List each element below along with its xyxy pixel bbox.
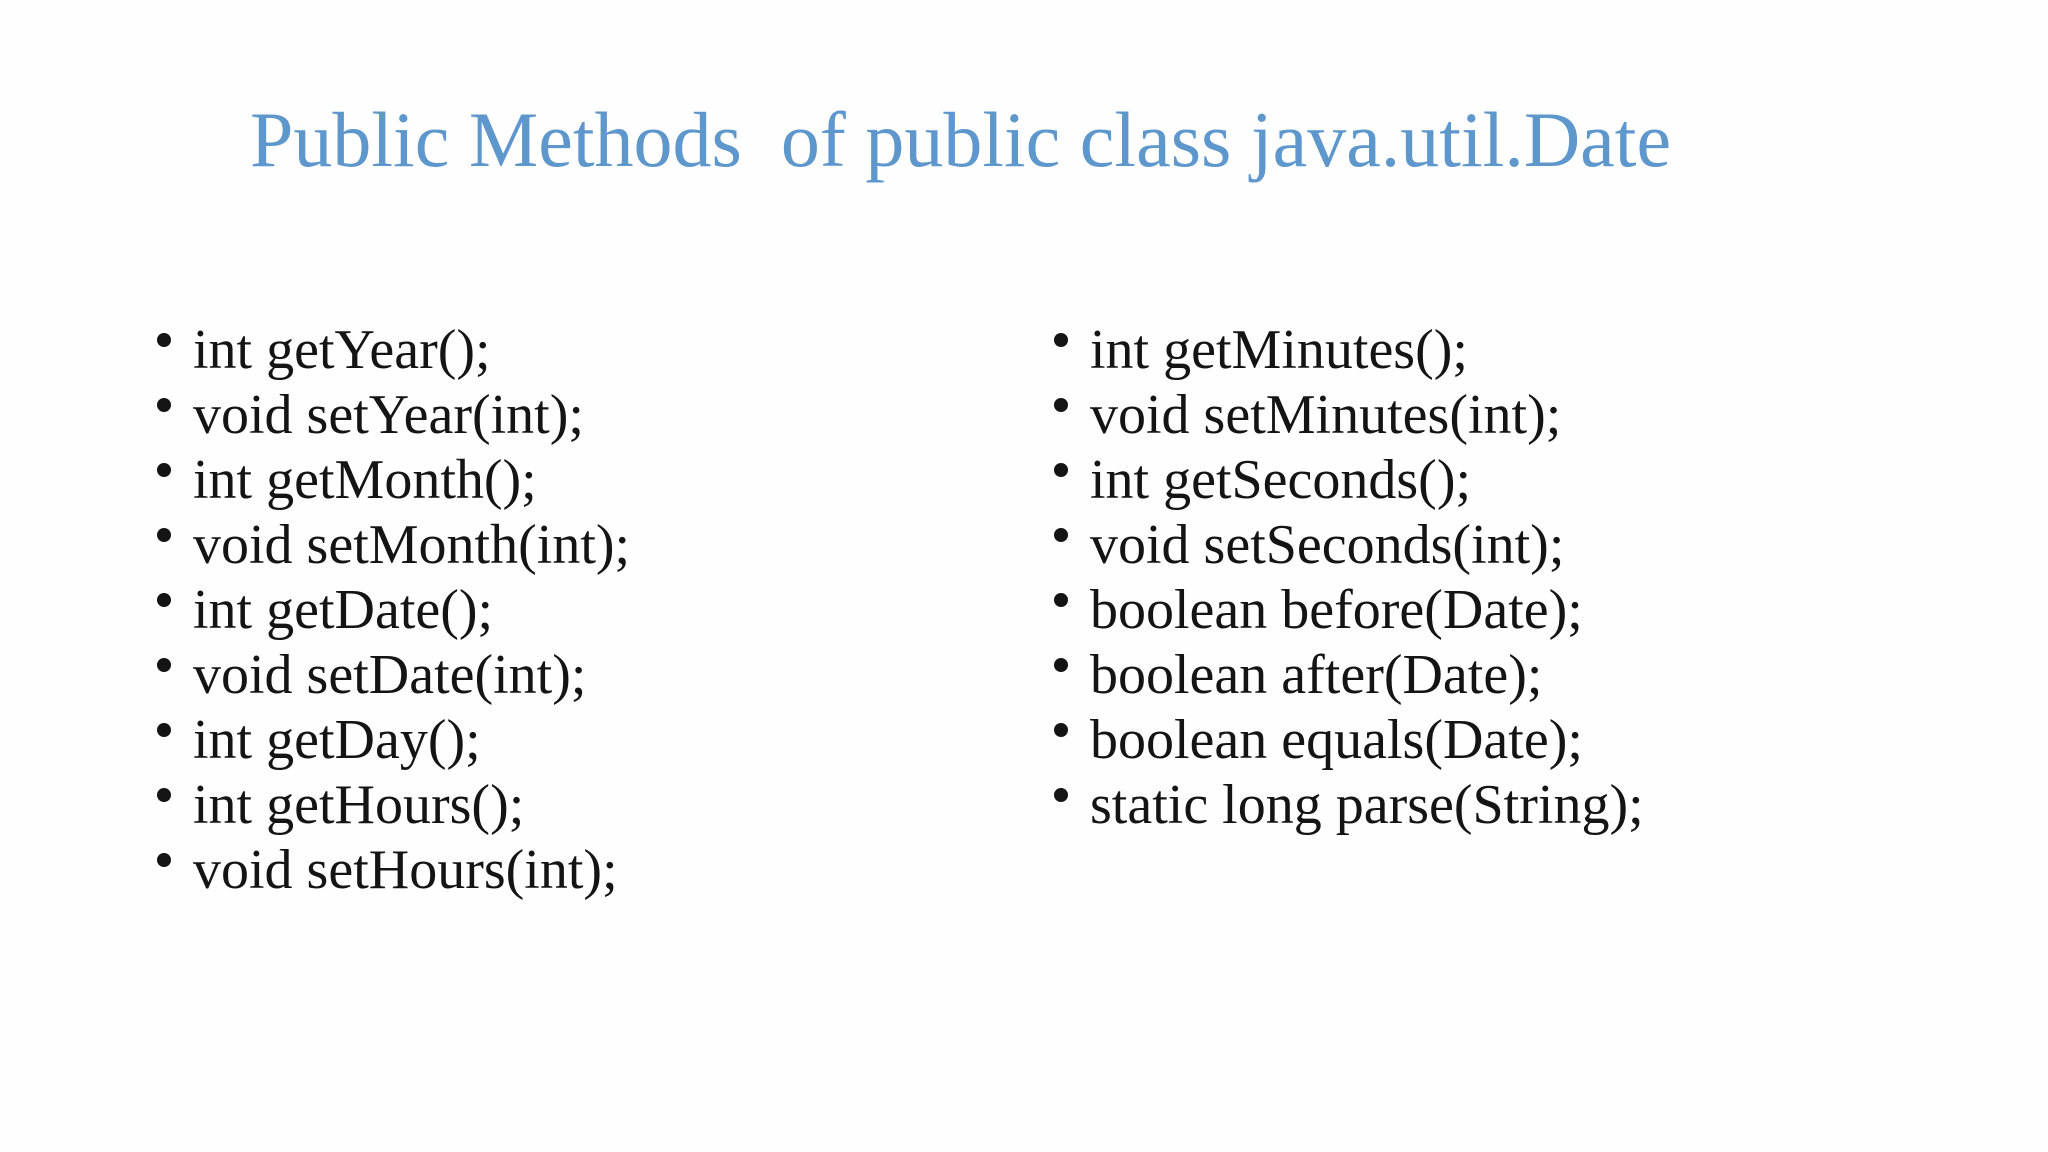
list-item xyxy=(1052,643,1644,708)
list-item xyxy=(155,578,630,643)
list-item xyxy=(1052,383,1644,448)
bullet-icon xyxy=(1054,398,1068,412)
bullet-icon xyxy=(157,853,171,867)
bullet-icon xyxy=(157,658,171,672)
method-signature: int getMonth(); xyxy=(193,449,537,511)
list-item xyxy=(1052,578,1644,643)
method-signature: void setHours(int); xyxy=(193,839,618,901)
method-signature: int getDate(); xyxy=(193,579,494,641)
list-item xyxy=(155,383,630,448)
bullet-icon xyxy=(157,723,171,737)
method-signature: int getHours(); xyxy=(193,774,525,836)
method-signature: int getMinutes(); xyxy=(1090,319,1468,381)
list-item xyxy=(155,643,630,708)
bullet-icon xyxy=(1054,528,1068,542)
bullet-icon xyxy=(157,398,171,412)
method-signature: int getYear(); xyxy=(193,319,491,381)
method-signature: void setSeconds(int); xyxy=(1090,514,1565,576)
bullet-icon xyxy=(157,463,171,477)
method-signature: void setMonth(int); xyxy=(193,514,631,576)
bullet-icon xyxy=(1054,463,1068,477)
bullet-icon xyxy=(1054,658,1068,672)
bullet-icon xyxy=(1054,788,1068,802)
bullet-icon xyxy=(157,788,171,802)
method-signature: void setDate(int); xyxy=(193,644,587,706)
method-signature: boolean before(Date); xyxy=(1090,579,1583,641)
method-signature: boolean after(Date); xyxy=(1090,644,1543,706)
slide-title: Public Methods of public class java.util.Date xyxy=(250,96,1672,183)
list-item xyxy=(155,838,630,903)
list-item xyxy=(1052,513,1644,578)
list-item xyxy=(155,773,630,838)
list-item xyxy=(155,318,630,383)
method-signature: static long parse(String); xyxy=(1090,774,1644,836)
list-item xyxy=(155,448,630,513)
bullet-icon xyxy=(1054,593,1068,607)
list-item xyxy=(155,513,630,578)
bullet-icon xyxy=(1054,333,1068,347)
bullet-icon xyxy=(157,528,171,542)
method-signature: void setYear(int); xyxy=(193,384,584,446)
bullet-icon xyxy=(157,593,171,607)
method-signature: void setMinutes(int); xyxy=(1090,384,1562,446)
list-item xyxy=(1052,318,1644,383)
methods-list-left xyxy=(155,318,630,903)
bullet-icon xyxy=(157,333,171,347)
bullet-icon xyxy=(1054,723,1068,737)
methods-list-right xyxy=(1052,318,1644,838)
list-item xyxy=(1052,448,1644,513)
list-item xyxy=(1052,708,1644,773)
list-item xyxy=(1052,773,1644,838)
method-signature: int getSeconds(); xyxy=(1090,449,1472,511)
method-signature: boolean equals(Date); xyxy=(1090,709,1583,771)
method-signature: int getDay(); xyxy=(193,709,481,771)
list-item xyxy=(155,708,630,773)
